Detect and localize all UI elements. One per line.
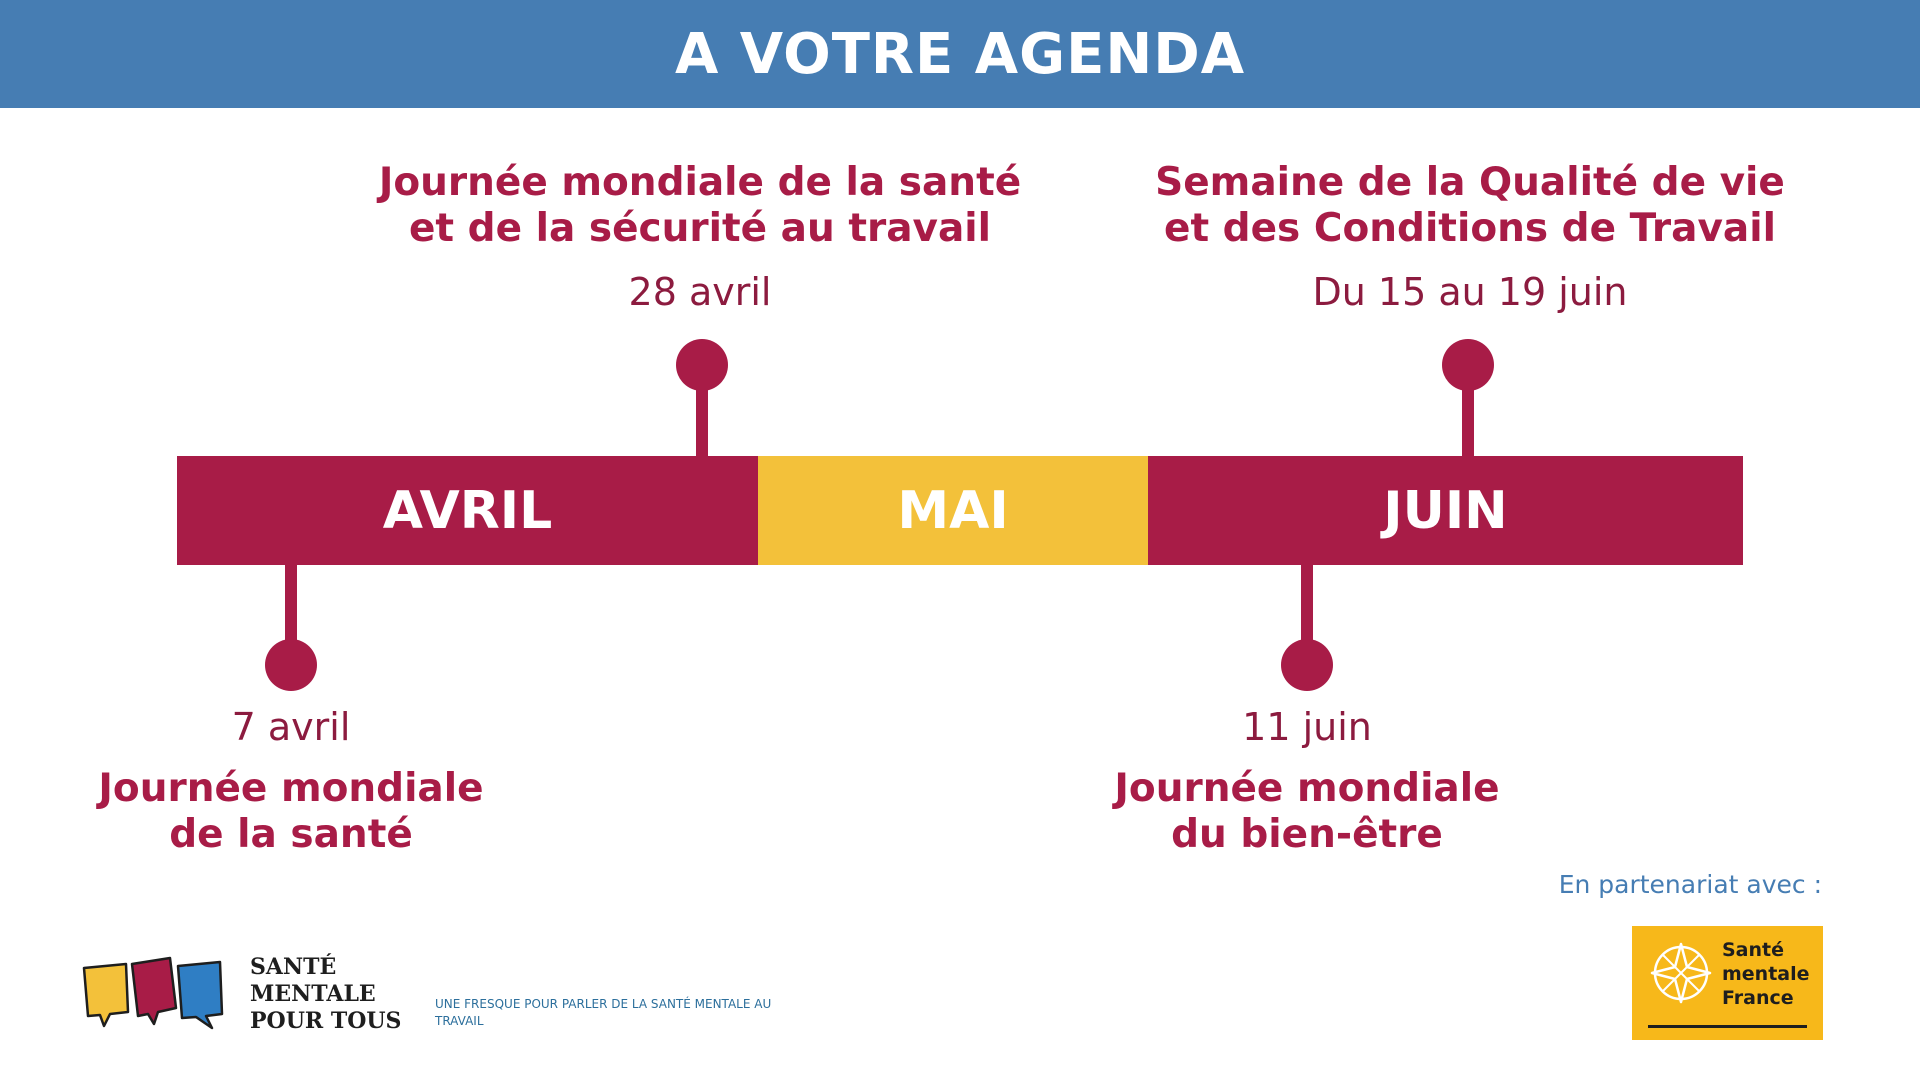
timeline-bar xyxy=(177,456,1743,565)
speech-bubbles-icon xyxy=(80,954,230,1034)
month-avril: AVRIL xyxy=(177,456,758,565)
month-juin: JUIN xyxy=(1148,456,1743,565)
timeline-marker-dot xyxy=(1281,639,1333,691)
event-title-world-safety-day: Journée mondiale de la santé et de la sécurité au travail xyxy=(378,160,1022,251)
partner-label: En partenariat avec : xyxy=(1558,870,1822,899)
event-date-qvct-week: Du 15 au 19 juin xyxy=(1312,270,1628,314)
header-banner xyxy=(0,0,1920,108)
partner-name: Santé mentale France xyxy=(1722,939,1810,1009)
brand-tagline: UNE FRESQUE POUR PARLER DE LA SANTÉ MENTALE AU TRAVAIL xyxy=(435,997,772,1028)
event-date-world-health-day: 7 avril xyxy=(231,705,351,749)
event-title-world-health-day: Journée mondiale de la santé xyxy=(98,766,484,857)
brand-name: SANTÉ MENTALE POUR TOUS xyxy=(250,954,402,1034)
brand-logo xyxy=(80,954,780,1044)
event-date-world-wellbeing-day: 11 juin xyxy=(1242,705,1372,749)
timeline-marker-dot xyxy=(265,639,317,691)
timeline-marker-stem xyxy=(1301,563,1313,647)
event-title-world-wellbeing-day: Journée mondiale du bien-être xyxy=(1114,766,1500,857)
month-mai: MAI xyxy=(758,456,1148,565)
partner-logo xyxy=(1632,926,1823,1040)
timeline-marker-stem xyxy=(1462,372,1474,458)
event-date-world-safety-day: 28 avril xyxy=(628,270,772,314)
partner-logo-underline xyxy=(1648,1025,1807,1028)
page-title: A VOTRE AGENDA xyxy=(674,21,1246,87)
event-title-qvct-week: Semaine de la Qualité de vie et des Conditions de Travail xyxy=(1155,160,1785,251)
timeline-marker-stem xyxy=(285,563,297,647)
compass-icon xyxy=(1646,938,1716,1008)
timeline-marker-stem xyxy=(696,372,708,458)
